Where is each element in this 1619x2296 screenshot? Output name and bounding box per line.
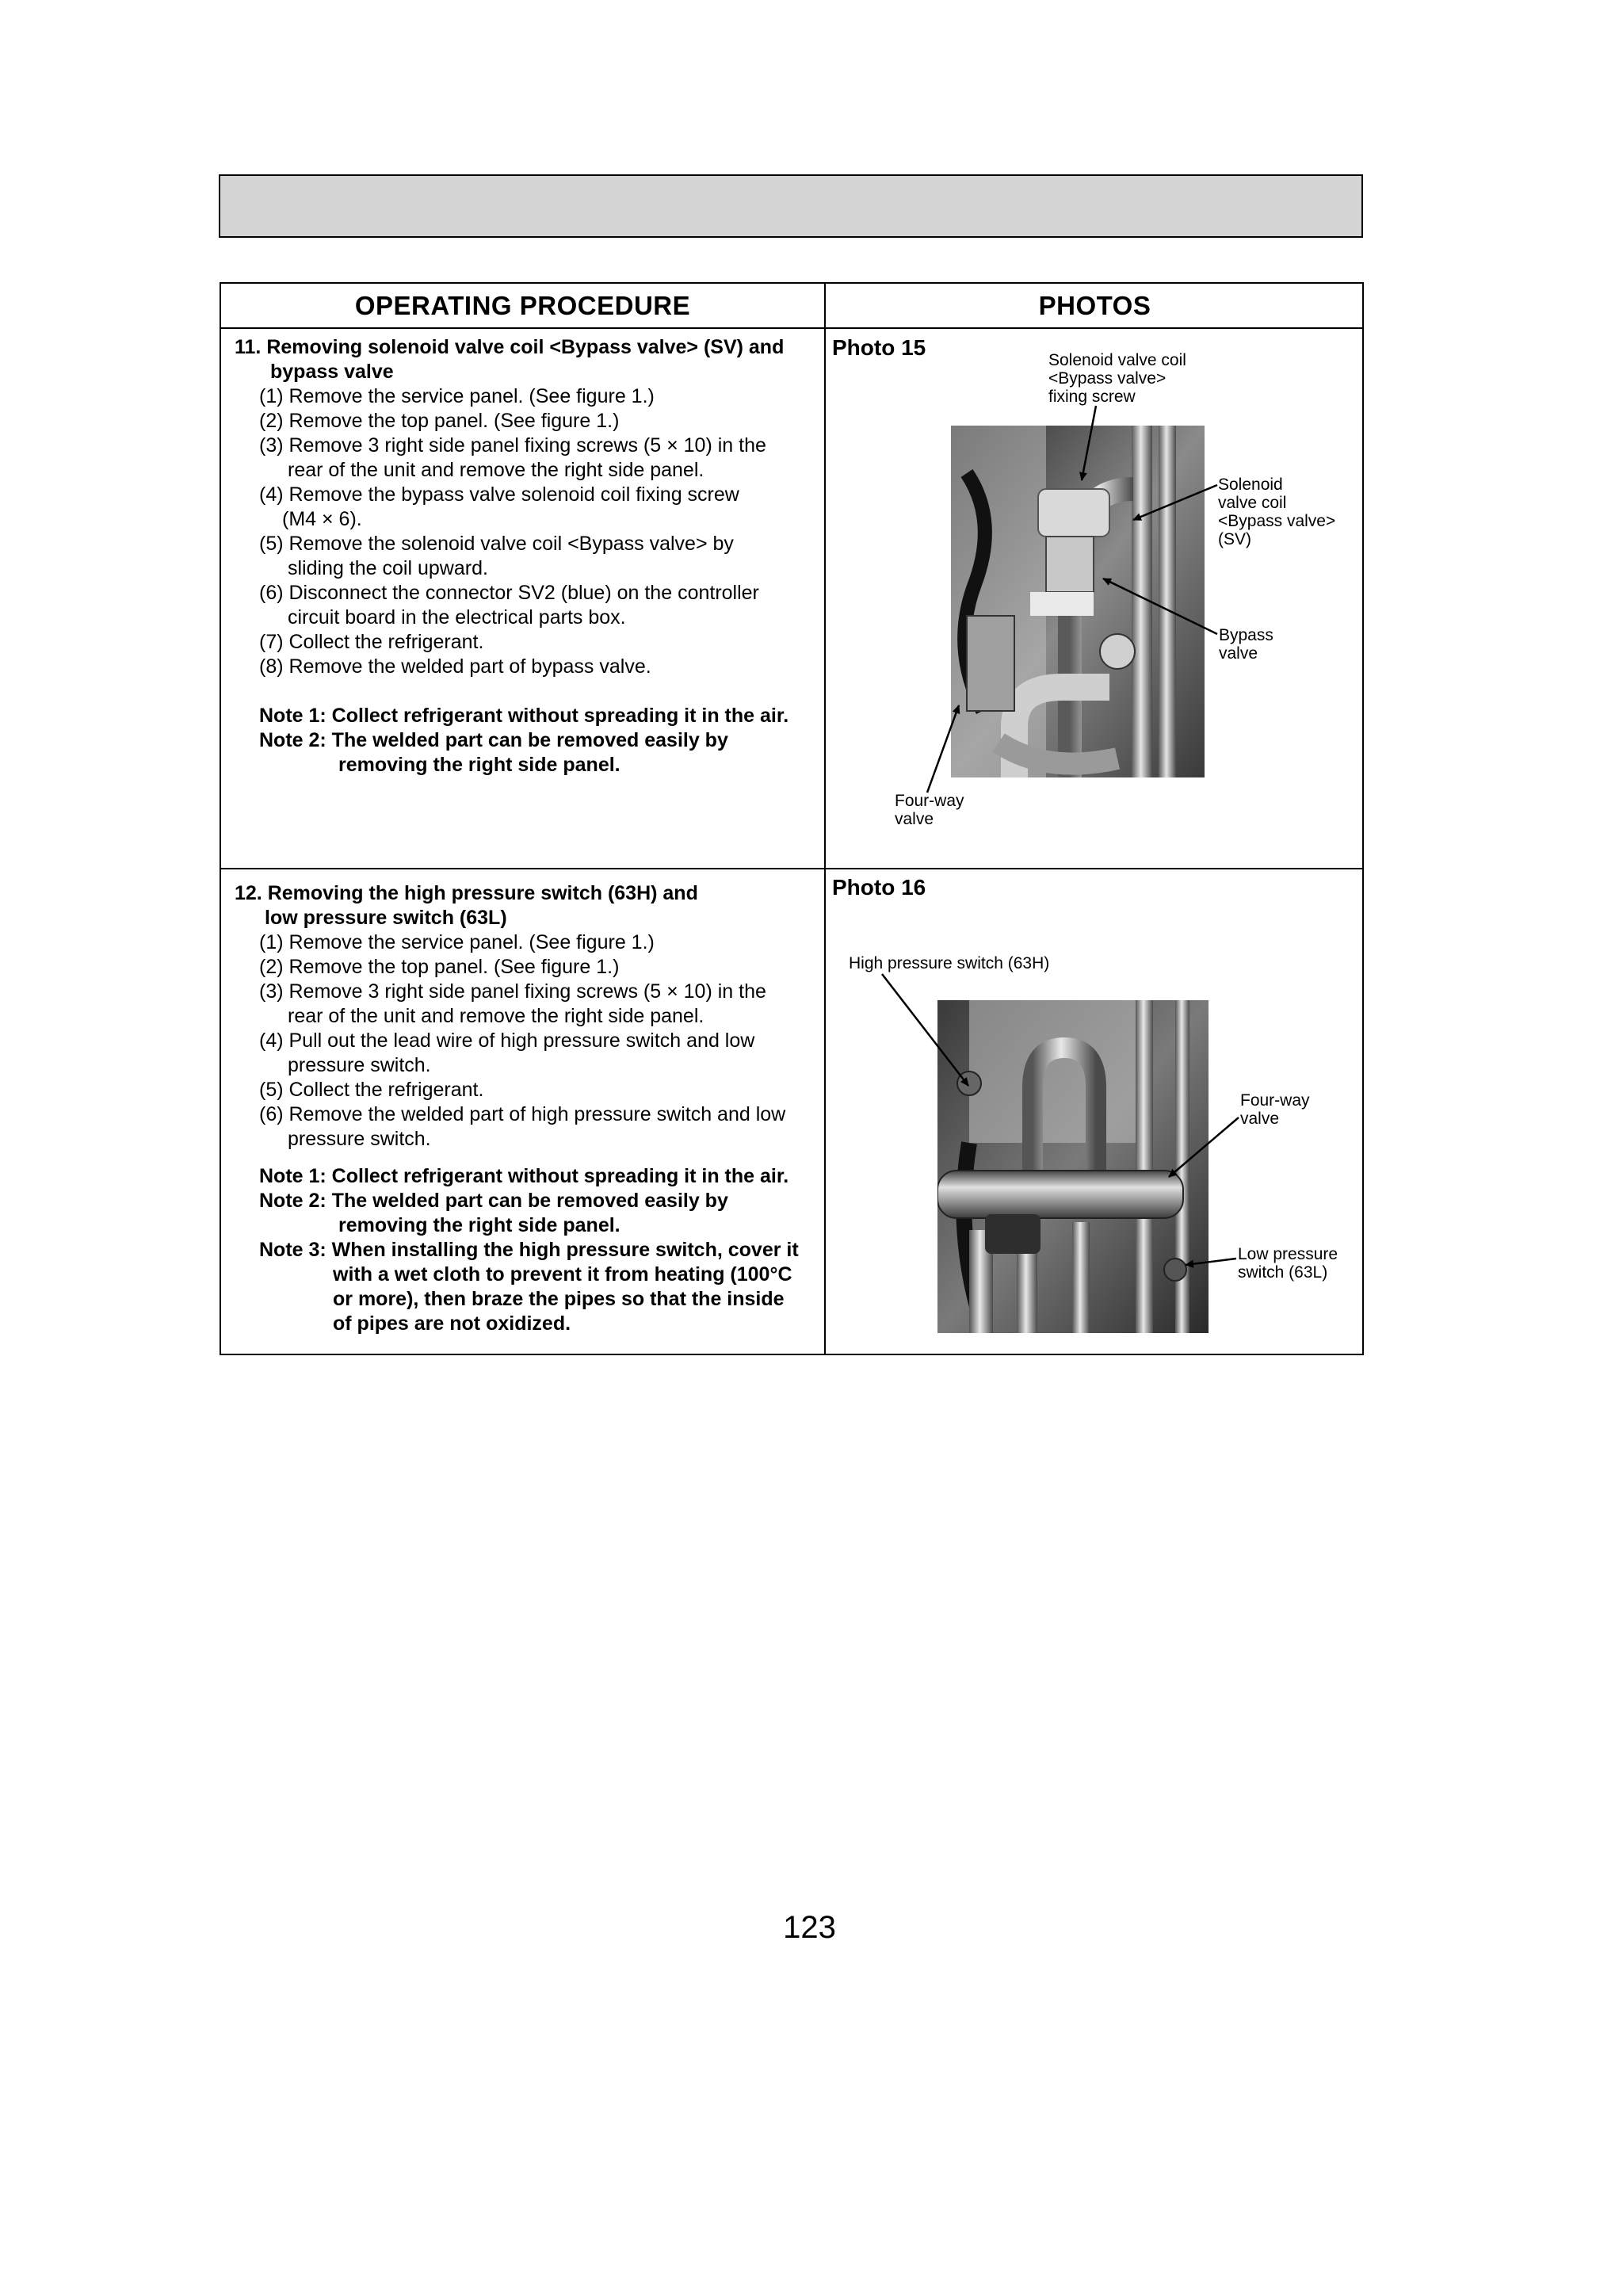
step-cont: pressure switch. [288, 1128, 431, 1150]
callout-four-way-valve: Four-way valve [895, 792, 964, 828]
section-11-title-cont: bypass valve [270, 361, 394, 383]
step-cont: rear of the unit and remove the right side panel. [288, 1005, 704, 1027]
note-cont: removing the right side panel. [338, 1214, 620, 1236]
step: (2) Remove the top panel. (See figure 1.) [259, 956, 620, 978]
note-cont: removing the right side panel. [338, 754, 620, 776]
callout-coil-fixing-screw: Solenoid valve coil <Bypass valve> fixing screw [1048, 351, 1186, 406]
note: Note 1: Collect refrigerant without spreading it in the air. [259, 705, 789, 727]
step: (8) Remove the welded part of bypass valve. [259, 655, 651, 678]
section-12-procedure [235, 881, 821, 1336]
step-cont: circuit board in the electrical parts box. [288, 606, 626, 628]
callout-bypass-valve: Bypass valve [1219, 626, 1273, 663]
step: (1) Remove the service panel. (See figure 1.) [259, 931, 655, 953]
photo-15 [951, 426, 1205, 777]
section-11-title: 11. Removing solenoid valve coil <Bypass valve> (SV) and [235, 336, 785, 358]
note: Note 2: The welded part can be removed easily by [259, 729, 728, 751]
header-bar [219, 174, 1363, 238]
step-cont: sliding the coil upward. [288, 557, 488, 579]
section-12-title-cont: low pressure switch (63L) [265, 907, 507, 929]
step: (4) Remove the bypass valve solenoid coil fixing screw [259, 483, 739, 506]
section-11-procedure [235, 335, 821, 777]
photo-15-label: Photo 15 [832, 335, 926, 360]
note: Note 1: Collect refrigerant without spreading it in the air. [259, 1165, 789, 1187]
operating-procedure-heading: OPERATING PROCEDURE [354, 291, 691, 320]
step-cont: (M4 × 6). [282, 508, 362, 530]
step: (6) Remove the welded part of high pressure switch and low [259, 1103, 786, 1125]
callout-high-pressure-switch: High pressure switch (63H) [849, 954, 1050, 972]
note: Note 2: The welded part can be removed easily by [259, 1190, 728, 1212]
header-row-divider [221, 327, 1362, 329]
callout-four-way-valve-16: Four-way valve [1240, 1091, 1310, 1128]
callout-low-pressure-switch: Low pressure switch (63L) [1238, 1245, 1338, 1282]
step-cont: rear of the unit and remove the right side panel. [288, 459, 704, 481]
column-divider [824, 284, 826, 1354]
step: (5) Remove the solenoid valve coil <Bypass valve> by [259, 533, 734, 555]
photo-16-label: Photo 16 [832, 875, 926, 900]
step: (3) Remove 3 right side panel fixing screws (5 × 10) in the [259, 980, 766, 1003]
section-divider [221, 868, 1362, 869]
note-cont: with a wet cloth to prevent it from heating (100°C [333, 1263, 792, 1286]
note-cont: or more), then braze the pipes so that the inside [333, 1288, 785, 1310]
page-number: 123 [783, 1910, 836, 1945]
callout-solenoid-valve-coil: Solenoid valve coil <Bypass valve> (SV) [1218, 476, 1336, 548]
section-12-title: 12. Removing the high pressure switch (63H) and [235, 882, 698, 904]
photos-heading: PHOTOS [1038, 291, 1151, 320]
step: (2) Remove the top panel. (See figure 1.) [259, 410, 620, 432]
step: (6) Disconnect the connector SV2 (blue) on the controller [259, 582, 759, 604]
step: (5) Collect the refrigerant. [259, 1079, 484, 1101]
photo-16 [937, 1000, 1209, 1333]
step: (1) Remove the service panel. (See figure 1.) [259, 385, 655, 407]
note-cont: of pipes are not oxidized. [333, 1312, 571, 1335]
step-cont: pressure switch. [288, 1054, 431, 1076]
step: (4) Pull out the lead wire of high pressure switch and low [259, 1030, 755, 1052]
step: (7) Collect the refrigerant. [259, 631, 484, 653]
note: Note 3: When installing the high pressure switch, cover it [259, 1239, 799, 1261]
step: (3) Remove 3 right side panel fixing screws (5 × 10) in the [259, 434, 766, 457]
